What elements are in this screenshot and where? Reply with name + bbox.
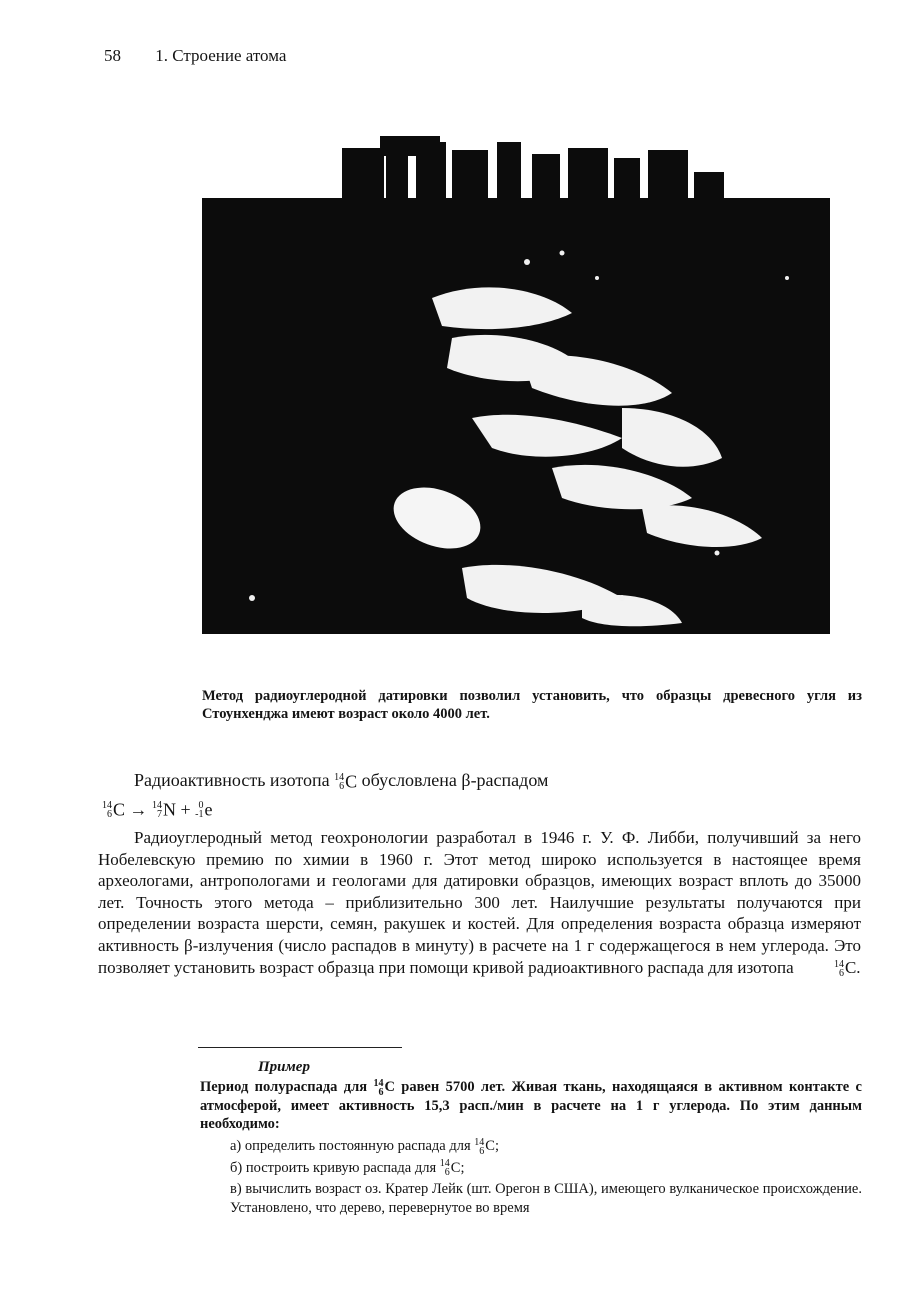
body-paragraph: Радиоуглеродный метод геохронологии разработал в 1946 г. У. Ф. Либби, получивший за него Нобелевскую премию по химии в 1960 г. Этот метод широко используется в настоящее время археологами, антропологами и геологами для датировки образцов, имеющих возраст вплоть до 35000 лет. Точность этого метода – приблизительно 300 лет. Наилучшие результаты получаются при определении возраста шерсти, семян, ракушек и костей. Для определения возраста образца измеряют активность β-излучения (число распадов в минуту) в расчете на 1 г содержащегося в нем углерода. Это позволяет установить возраст образца при помощи кривой радиоактивного распада для изотопа 14 6 C.	[98, 828, 861, 979]
task-a: а) определить постоянную распада для 14 6 C;	[230, 1136, 499, 1157]
intro-after: обусловлена β-распадом	[357, 770, 549, 790]
section-divider	[198, 1047, 402, 1048]
chapter-title: 1. Строение атома	[155, 46, 287, 65]
example-title: Пример	[258, 1059, 310, 1075]
stonehenge-photo	[202, 128, 830, 634]
page-number: 58	[104, 46, 121, 65]
example-tasks	[200, 1137, 862, 1220]
nuclide-c14-intro: 14 6	[334, 771, 345, 792]
page-header	[104, 46, 286, 66]
task-c: в) вычислить возраст оз. Кратер Лейк (шт. Орегон в США), имеющего вулканическое происхождение. Установлено, что дерево, перевернутое во время	[230, 1181, 862, 1216]
figure-caption: Метод радиоуглеродной датировки позволил установить, что образцы древесного угля из Стоунхенджа имеют возраст около 4000 лет.	[202, 688, 862, 722]
arrow: →	[129, 799, 148, 820]
decay-equation: 14 6 C → 14 7 N + 0 -1 e	[102, 799, 213, 820]
plus: +	[180, 799, 191, 820]
decay-intro: Радиоактивность изотопа 14 6 C обусловлена β-распадом	[134, 770, 549, 792]
example-text: Период полураспада для 14 6 C равен 5700 лет. Живая ткань, находящаяся в активном контакте с атмосферой, имеет активность 15,3 расп./мин в расчете на 1 г углерода. По этим данным необходимо:	[200, 1077, 862, 1133]
nuclide-electron: 0 -1	[195, 799, 204, 820]
nuclide-n14: 14 7	[152, 799, 163, 820]
nuclide-c14: 14 6	[102, 799, 112, 820]
task-b: б) построить кривую распада для 14 6 C;	[230, 1158, 465, 1179]
intro-before: Радиоактивность изотопа	[134, 770, 335, 790]
